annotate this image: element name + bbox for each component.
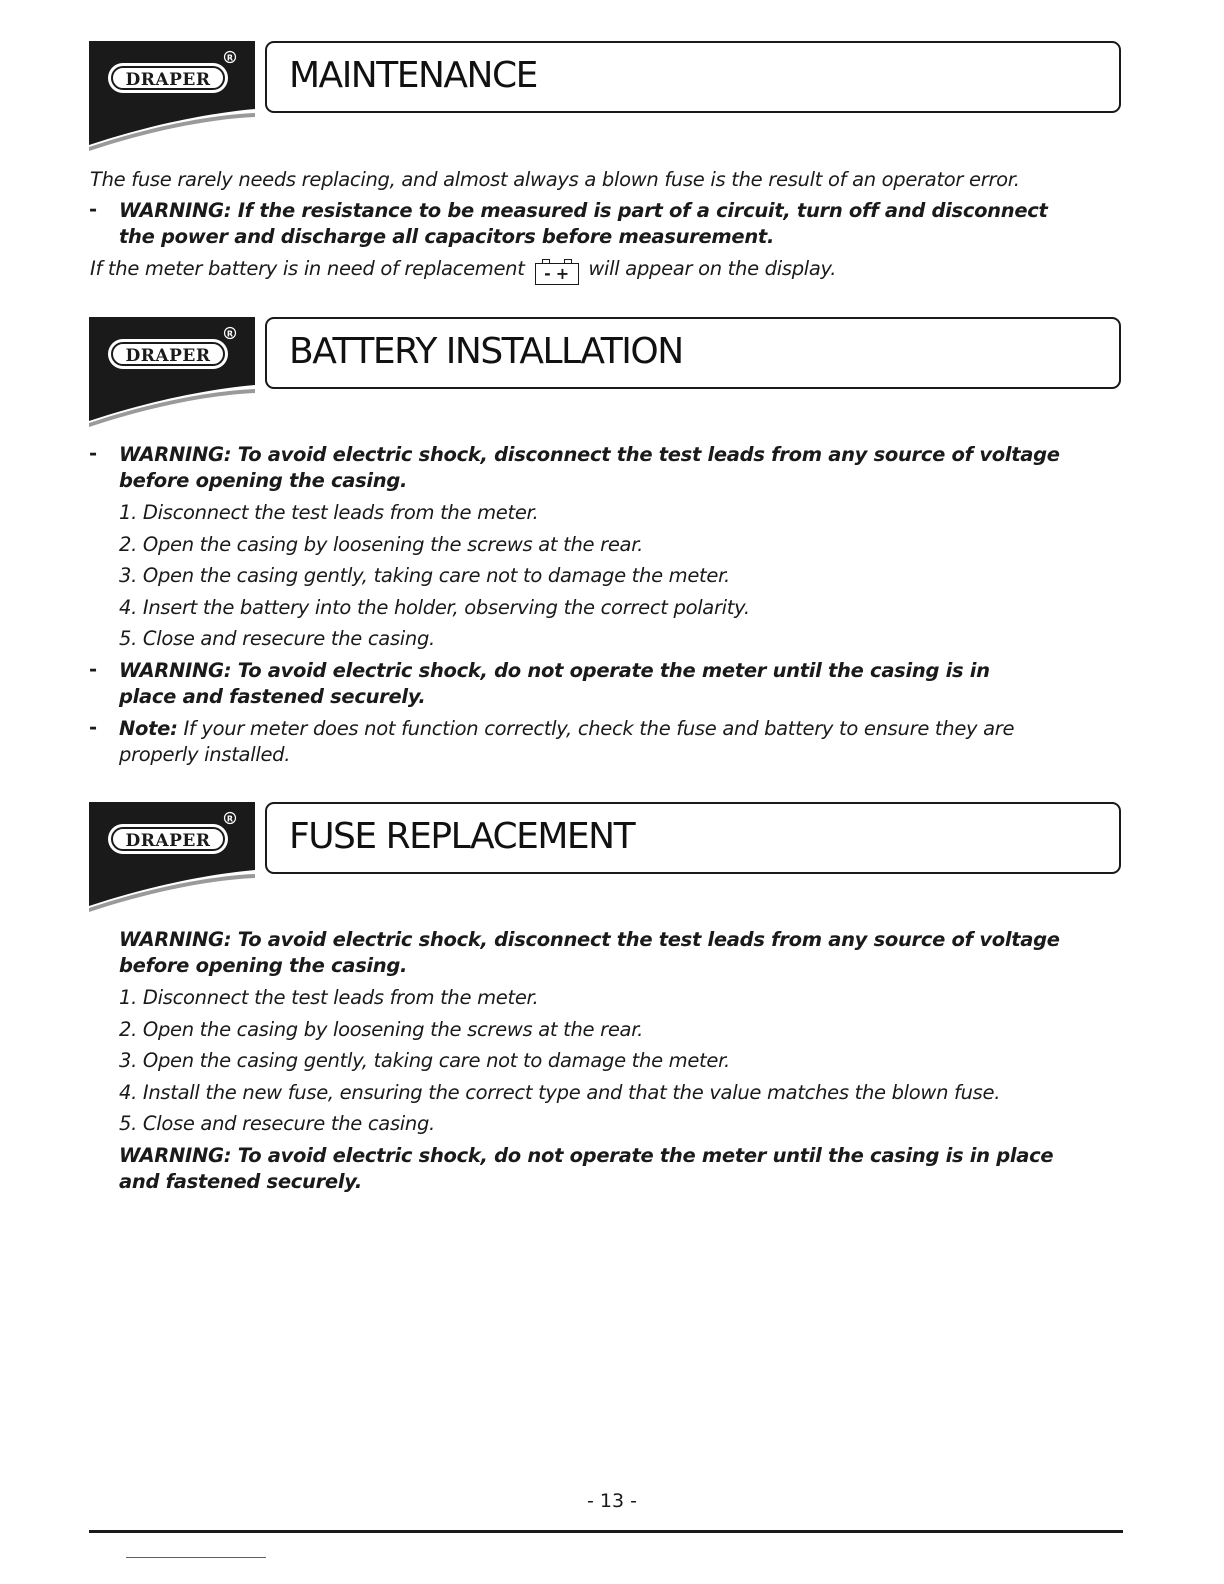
battery-step: 5. Close and resecure the casing.: [119, 627, 435, 650]
maintenance-warning-line2: the power and discharge all capacitors before measurement.: [119, 225, 775, 248]
maintenance-intro: The fuse rarely needs replacing, and almost always a blown fuse is the result of an operator error.: [90, 168, 1020, 191]
fuse-step: 1. Disconnect the test leads from the meter.: [119, 986, 539, 1009]
maintenance-title: MAINTENANCE: [289, 55, 537, 96]
bullet-dash: -: [89, 716, 98, 739]
fuse-step: 2. Open the casing by loosening the screws at the rear.: [119, 1018, 644, 1041]
fuse-warning1-line1: WARNING: To avoid electric shock, disconnect the test leads from any source of voltage: [119, 928, 1060, 951]
draper-logo: [89, 802, 259, 912]
battery-step: 3. Open the casing gently, taking care not to damage the meter.: [119, 564, 730, 587]
battery-note-line1: [119, 716, 1014, 742]
battery-title-box: [265, 317, 1121, 389]
fuse-step: 5. Close and resecure the casing.: [119, 1112, 435, 1135]
maintenance-header: [89, 41, 1125, 151]
battery-icon: [535, 263, 579, 285]
battery-note-line2: properly installed.: [119, 743, 291, 766]
page-number: - 13 -: [587, 1490, 637, 1512]
battery-indicator-after: will appear on the display.: [588, 257, 837, 280]
battery-warning2-line2: place and fastened securely.: [119, 685, 426, 708]
draper-logo: [89, 317, 259, 427]
fuse-header: [89, 802, 1125, 912]
fuse-step: 4. Install the new fuse, ensuring the correct type and that the value matches the blown fuse.: [119, 1081, 1001, 1104]
fuse-step: 3. Open the casing gently, taking care not to damage the meter.: [119, 1049, 730, 1072]
maintenance-warning-line1: WARNING: If the resistance to be measured is part of a circuit, turn off and disconnect: [119, 199, 1048, 222]
draper-logo: [89, 41, 259, 151]
note-label: Note:: [119, 717, 178, 740]
fuse-warning2-line1: WARNING: To avoid electric shock, do not operate the meter until the casing is in place: [119, 1144, 1054, 1167]
maintenance-title-box: [265, 41, 1121, 113]
fuse-title: FUSE REPLACEMENT: [289, 816, 635, 857]
fuse-warning1-line2: before opening the casing.: [119, 954, 408, 977]
battery-warning1-line1: WARNING: To avoid electric shock, disconnect the test leads from any source of voltage: [119, 443, 1060, 466]
bullet-dash: -: [89, 442, 98, 465]
note-text: If your meter does not function correctly, check the fuse and battery to ensure they are: [183, 717, 1015, 740]
battery-step: 1. Disconnect the test leads from the meter.: [119, 501, 539, 524]
footer-link-underline: [126, 1557, 266, 1558]
battery-warning2-line1: WARNING: To avoid electric shock, do not operate the meter until the casing is in: [119, 659, 990, 682]
battery-icon-label: - +: [544, 264, 569, 283]
battery-warning1-line2: before opening the casing.: [119, 469, 408, 492]
battery-step: 2. Open the casing by loosening the screws at the rear.: [119, 533, 644, 556]
bullet-dash: -: [89, 658, 98, 681]
footer-rule: [89, 1530, 1123, 1533]
battery-title: BATTERY INSTALLATION: [289, 331, 683, 372]
battery-indicator-before: If the meter battery is in need of replacement: [90, 257, 525, 280]
battery-header: [89, 317, 1125, 427]
bullet-dash: -: [89, 198, 98, 221]
battery-indicator-line: [90, 256, 836, 285]
battery-step: 4. Insert the battery into the holder, observing the correct polarity.: [119, 596, 750, 619]
fuse-title-box: [265, 802, 1121, 874]
fuse-warning2-line2: and fastened securely.: [119, 1170, 362, 1193]
